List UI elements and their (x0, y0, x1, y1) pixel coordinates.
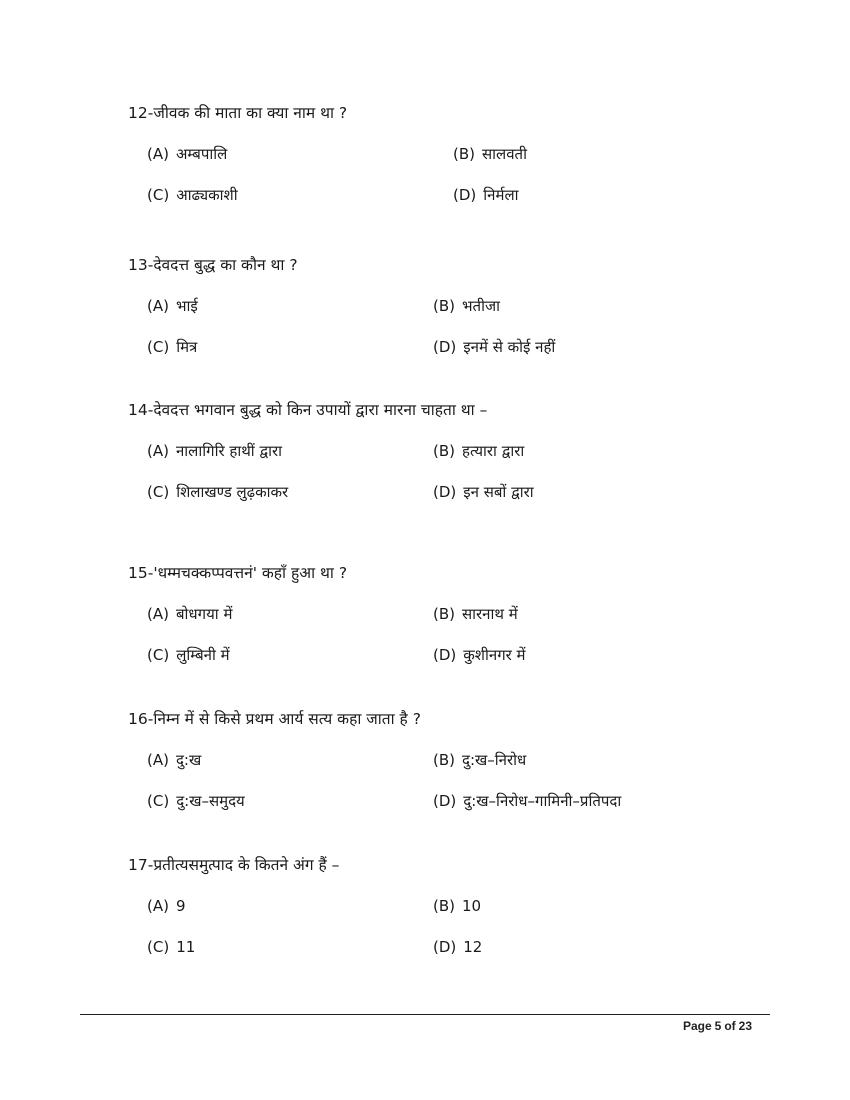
option-b (433, 295, 500, 317)
page-word: Page (682, 1019, 712, 1033)
option-text: आढ्यकाशी (176, 186, 238, 204)
option-row (128, 440, 768, 462)
option-b (453, 143, 527, 165)
option-text: 12 (463, 938, 483, 956)
option-text: बोधगया में (175, 605, 233, 623)
option-label: (A) (147, 605, 169, 623)
option-text: शिलाखण्ड लुढ़काकर (176, 483, 289, 501)
option-label: (C) (147, 338, 170, 356)
option-text: दु:ख–समुदय (176, 792, 245, 810)
option-label: (D) (433, 646, 457, 664)
option-text: नालागिरि हाथीं द्वारा (175, 442, 282, 460)
option-text: कुशीनगर में (463, 646, 526, 664)
option-label: (C) (147, 646, 170, 664)
option-text: इन सबों द्वारा (463, 483, 534, 501)
option-label: (A) (147, 145, 169, 163)
option-text: इनमें से कोई नहीं (463, 338, 556, 356)
option-c (147, 936, 195, 958)
option-label: (C) (147, 483, 170, 501)
option-text: भाई (175, 297, 198, 315)
option-label: (C) (147, 186, 170, 204)
question-14 (128, 399, 768, 503)
option-text: निर्मला (483, 186, 519, 204)
option-text: दु:ख–निरोध (462, 751, 527, 769)
option-text: हत्यारा द्वारा (462, 442, 525, 460)
option-b (433, 440, 524, 462)
option-row (128, 603, 768, 625)
question-text: 16-निम्न में से किसे प्रथम आर्य सत्य कहा जाता है ? (128, 710, 421, 728)
question-text: 14-देवदत्त भगवान बुद्ध को किन उपायों द्वारा मारना चाहता था – (128, 401, 488, 419)
option-text: सालवती (482, 145, 527, 163)
question-16 (128, 708, 768, 812)
option-d (453, 184, 519, 206)
of-word: of (724, 1019, 736, 1033)
option-text: दु:ख (175, 751, 202, 769)
option-text: लुम्बिनी में (176, 646, 230, 664)
option-c (147, 790, 245, 812)
option-d (433, 481, 534, 503)
footer-divider (80, 1014, 770, 1015)
option-label: (D) (433, 792, 457, 810)
option-row (128, 895, 768, 917)
option-label: (B) (433, 442, 455, 460)
question-text: 13-देवदत्त बुद्ध का कौन था ? (128, 256, 298, 274)
question-12 (128, 102, 768, 206)
option-label: (B) (433, 605, 455, 623)
option-a (147, 603, 232, 625)
option-label: (C) (147, 938, 170, 956)
option-label: (A) (147, 442, 169, 460)
option-c (147, 336, 197, 358)
question-text: 15-'धम्मचक्कप्पवत्तनं' कहाँ हुआ था ? (128, 564, 348, 582)
option-label: (C) (147, 792, 170, 810)
option-label: (B) (433, 897, 455, 915)
option-d (433, 336, 555, 358)
option-row (128, 936, 768, 958)
option-d (433, 936, 482, 958)
option-row (128, 790, 768, 812)
option-c (147, 481, 288, 503)
option-a (147, 749, 201, 771)
option-a (147, 295, 198, 317)
option-b (433, 749, 526, 771)
question-13 (128, 254, 768, 358)
option-text: 10 (462, 897, 482, 915)
option-row (128, 143, 768, 165)
page-number: 5 (714, 1019, 722, 1033)
option-text: 11 (176, 938, 196, 956)
option-d (433, 644, 526, 666)
option-b (433, 603, 518, 625)
option-row (128, 184, 768, 206)
question-text: 17-प्रतीत्यसमुत्पाद के कितने अंग हैं – (128, 856, 340, 874)
option-row (128, 644, 768, 666)
page-indicator (683, 1019, 752, 1033)
option-text: मित्र (176, 338, 198, 356)
option-b (433, 895, 481, 917)
option-row (128, 749, 768, 771)
option-label: (A) (147, 751, 169, 769)
question-15 (128, 562, 768, 666)
total-pages: 23 (738, 1019, 752, 1033)
option-label: (B) (433, 297, 455, 315)
option-a (147, 895, 186, 917)
option-label: (B) (453, 145, 475, 163)
option-row (128, 336, 768, 358)
question-text: 12-जीवक की माता का क्या नाम था ? (128, 104, 348, 122)
option-label: (B) (433, 751, 455, 769)
option-label: (A) (147, 297, 169, 315)
option-c (147, 644, 230, 666)
option-text: भतीजा (462, 297, 500, 315)
option-text: अम्बपालि (175, 145, 228, 163)
option-text: 9 (175, 897, 186, 915)
option-label: (D) (433, 938, 457, 956)
option-text: सारनाथ में (462, 605, 518, 623)
option-c (147, 184, 238, 206)
option-label: (D) (453, 186, 477, 204)
option-a (147, 440, 282, 462)
option-label: (A) (147, 897, 169, 915)
option-label: (D) (433, 338, 457, 356)
question-17 (128, 854, 768, 958)
option-row (128, 295, 768, 317)
option-text: दु:ख–निरोध–गामिनी–प्रतिपदा (463, 792, 622, 810)
option-row (128, 481, 768, 503)
option-label: (D) (433, 483, 457, 501)
option-d (433, 790, 621, 812)
option-a (147, 143, 227, 165)
